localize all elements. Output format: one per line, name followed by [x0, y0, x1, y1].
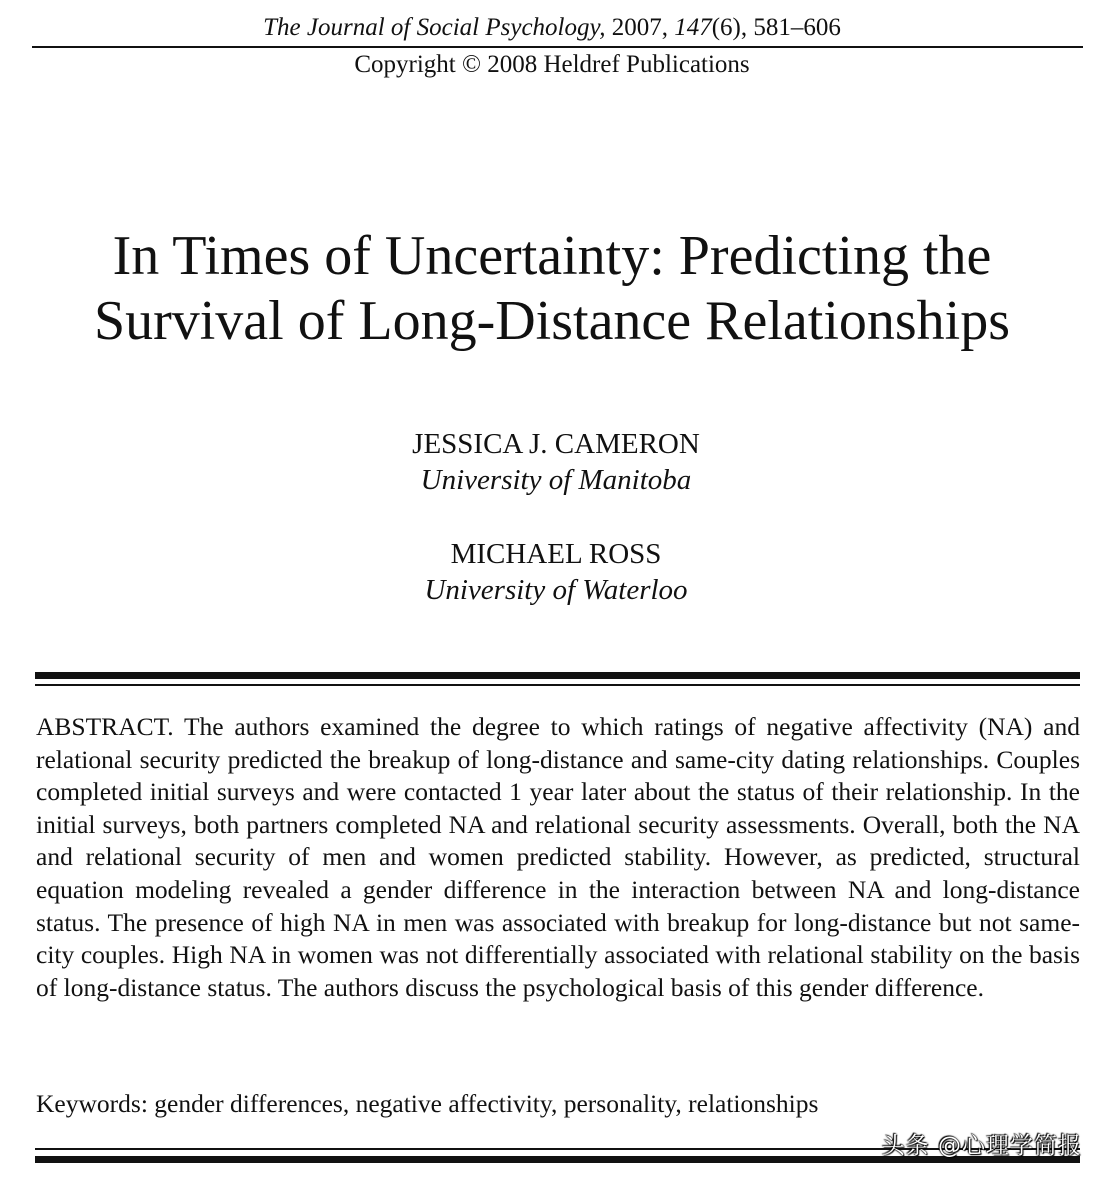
watermark-text: 头条 @心理学简报 — [881, 1133, 1082, 1159]
abstract-top-rule-thin — [35, 684, 1080, 686]
author-name: JESSICA J. CAMERON — [412, 428, 700, 460]
author-affiliation: University of Manitoba — [420, 464, 692, 496]
journal-citation — [0, 12, 1104, 44]
abstract-top-rule-thick — [35, 672, 1080, 679]
author-block-1 — [0, 427, 1104, 497]
article-title — [0, 224, 1104, 354]
abstract-text: ABSTRACT. The authors examined the degree to which ratings of negative affectivity (NA) and relational security predicted the breakup of long-distance and same-city dating relationships. Couples completed initial surveys and were contacted 1 year later about the status of their relationship. In the initial surveys, both partners completed NA and relational security assessments. Overall, both the NA and relational security of men and women predicted stability. However, as predicted, structural equation modeling revealed a gender difference in the interaction between NA and long-distance status. The presence of high NA in men was associated with breakup for long-distance but not same-city couples. High NA in women was not differentially associated with relational stability on the basis of long-distance status. The authors discuss the psychological basis of this gender difference. — [36, 712, 1080, 1002]
author-block-2 — [0, 537, 1104, 607]
journal-name: The Journal of Social Psychology, — [263, 14, 606, 41]
author-affiliation: University of Waterloo — [424, 574, 688, 606]
keywords-line: Keywords: gender differences, negative affectivity, personality, relationships — [36, 1089, 819, 1118]
journal-volume: 147 — [674, 14, 712, 41]
header-rule — [32, 46, 1083, 48]
article-title-line-2: Survival of Long-Distance Relationships — [93, 290, 1011, 352]
journal-year: 2007, — [611, 14, 668, 41]
copyright-notice: Copyright © 2008 Heldref Publications — [354, 51, 750, 78]
author-name: MICHAEL ROSS — [450, 538, 662, 570]
article-title-line-1: In Times of Uncertainty: Predicting the — [112, 225, 992, 287]
journal-issue-pages: (6), 581–606 — [711, 14, 841, 41]
